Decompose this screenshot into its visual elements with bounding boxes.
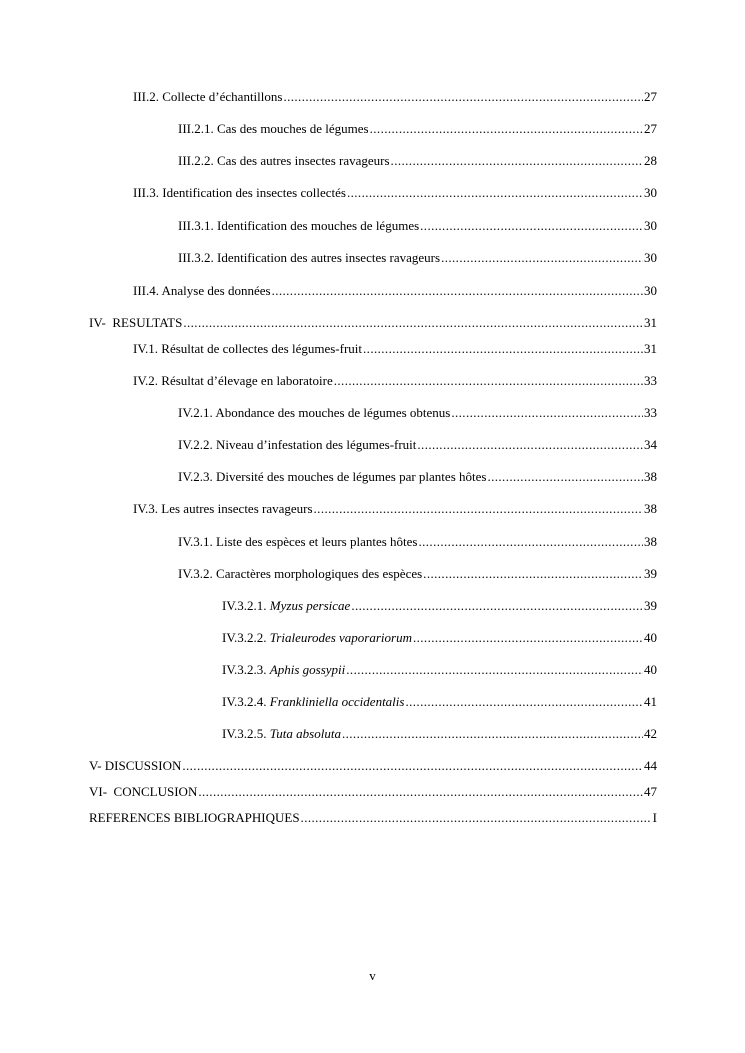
toc-entry-title [222, 662, 345, 678]
toc-leader-dots [334, 373, 643, 389]
toc-entry-title [222, 726, 341, 742]
toc-entry-title: IV.1. Résultat de collectes des légumes-fruit [133, 341, 363, 356]
toc-entry-title: IV.2.2. Niveau d’infestation des légumes-fruit [178, 437, 417, 452]
toc-leader-dots [347, 185, 643, 201]
toc-page-number: 30 [644, 185, 657, 200]
toc-leader-dots [451, 405, 643, 421]
toc-leader-dots [370, 121, 643, 137]
toc-leader-dots [198, 784, 643, 800]
toc-page-number: 40 [644, 630, 657, 645]
toc-page-number: 34 [644, 437, 657, 452]
toc-leader-dots [346, 662, 643, 678]
toc-species-name: Aphis gossypii [269, 662, 346, 677]
toc-entry-title: IV.3. Les autres insectes ravageurs [133, 501, 313, 516]
toc-entry-iv-3 [133, 501, 657, 517]
toc-page-number: 30 [644, 218, 657, 233]
toc-entry-title: III.4. Analyse des données [133, 283, 271, 298]
toc-page-number: 39 [644, 598, 657, 613]
toc-entry-title: IV- RESULTATS [89, 315, 183, 330]
toc-entry-iv-2-1 [178, 405, 657, 421]
toc-leader-dots [405, 694, 643, 710]
toc-entry-title: III.3. Identification des insectes collectés [133, 185, 346, 200]
toc-page-number: 27 [644, 121, 657, 136]
toc-leader-dots [441, 250, 643, 266]
toc-entry-title: III.2.2. Cas des autres insectes ravageurs [178, 153, 390, 168]
toc-entry-title: III.3.2. Identification des autres insectes ravageurs [178, 250, 441, 265]
toc-entry-number: IV.3.2.4. [222, 694, 270, 709]
toc-page-number: 30 [644, 283, 657, 298]
toc-leader-dots [183, 315, 643, 331]
toc-species-name: Trialeurodes vaporariorum [269, 630, 412, 645]
toc-entry-iii-4 [133, 283, 657, 299]
toc-entry-title: IV.2.3. Diversité des mouches de légumes par plantes hôtes [178, 469, 487, 484]
toc-leader-dots [283, 89, 643, 105]
toc-leader-dots [423, 566, 643, 582]
toc-entry-iii-2-2 [178, 153, 657, 169]
toc-page-number: 38 [644, 469, 657, 484]
toc-entry-v [89, 758, 657, 774]
toc-entry-iv-2-3 [178, 469, 657, 485]
toc-page-number: 39 [644, 566, 657, 581]
toc-entry-number: IV.3.2.3. [222, 662, 270, 677]
toc-species-name: Myzus persicae [269, 598, 351, 613]
toc-page-number: 28 [644, 153, 657, 168]
toc-page-number: 31 [644, 341, 657, 356]
toc-entry-iii-2 [133, 89, 657, 105]
toc-leader-dots [391, 153, 643, 169]
toc-page-number: 38 [644, 534, 657, 549]
toc-species-name: Frankliniella occidentalis [269, 694, 405, 709]
toc-entry-title [222, 694, 404, 710]
toc-entry-title [222, 598, 350, 614]
toc-entry-title: III.3.1. Identification des mouches de légumes [178, 218, 420, 233]
toc-entry-title: III.2. Collecte d’échantillons [133, 89, 283, 104]
toc-entry-title: REFERENCES BIBLIOGRAPHIQUES [89, 810, 300, 825]
toc-leader-dots [182, 758, 643, 774]
toc-species-name: Tuta absoluta [269, 726, 341, 741]
toc-page-number: 40 [644, 662, 657, 677]
toc-leader-dots [351, 598, 643, 614]
toc-page-number: 27 [644, 89, 657, 104]
toc-page-number: 42 [644, 726, 657, 741]
toc-leader-dots [272, 283, 643, 299]
toc-entry-title: IV.3.2. Caractères morphologiques des espèces [178, 566, 423, 581]
toc-entry-references [89, 810, 657, 826]
toc-entry-title: V- DISCUSSION [89, 758, 182, 773]
toc-entry-title: IV.2. Résultat d’élevage en laboratoire [133, 373, 333, 388]
toc-entry-iv-1 [133, 341, 657, 357]
toc-page-number: 31 [644, 315, 657, 330]
toc-entry-iii-3-1 [178, 218, 657, 234]
toc-page-number: 47 [644, 784, 657, 799]
toc-page-number: 33 [644, 405, 657, 420]
toc-page-number: 38 [644, 501, 657, 516]
toc-leader-dots [342, 726, 643, 742]
toc-entry-title: VI- CONCLUSION [89, 784, 198, 799]
toc-leader-dots [487, 469, 643, 485]
toc-entry-iv [89, 315, 657, 331]
toc-entry-number: IV.3.2.5. [222, 726, 270, 741]
toc-entry-title: III.2.1. Cas des mouches de légumes [178, 121, 369, 136]
toc-entry-title: IV.2.1. Abondance des mouches de légumes obtenus [178, 405, 451, 420]
toc-entry-iii-3-2 [178, 250, 657, 266]
toc-leader-dots [413, 630, 643, 646]
toc-entry-iv-3-2-5 [222, 726, 657, 742]
toc-entry-title: IV.3.1. Liste des espèces et leurs plantes hôtes [178, 534, 418, 549]
toc-page-number: 30 [644, 250, 657, 265]
page-number-footer: v [369, 968, 376, 983]
toc-leader-dots [363, 341, 643, 357]
toc-entry-iv-2-2 [178, 437, 657, 453]
toc-page-number: I [652, 810, 657, 825]
toc-leader-dots [314, 501, 643, 517]
toc-leader-dots [420, 218, 643, 234]
toc-entry-iii-3 [133, 185, 657, 201]
toc-page-number: 41 [644, 694, 657, 709]
toc-entry-vi [89, 784, 657, 800]
toc-page-number: 33 [644, 373, 657, 388]
toc-entry-number: IV.3.2.1. [222, 598, 270, 613]
toc-entry-iv-2 [133, 373, 657, 389]
toc-leader-dots [417, 437, 643, 453]
toc-entry-iv-3-2-1 [222, 598, 657, 614]
toc-entry-iv-3-2 [178, 566, 657, 582]
toc-entry-iv-3-2-2 [222, 630, 657, 646]
toc-entry-iv-3-1 [178, 534, 657, 550]
toc-leader-dots [418, 534, 643, 550]
toc-page-number: 44 [644, 758, 657, 773]
toc-leader-dots [301, 810, 652, 826]
toc-entry-iii-2-1 [178, 121, 657, 137]
toc-entry-title [222, 630, 412, 646]
toc-entry-iv-3-2-4 [222, 694, 657, 710]
toc-entry-iv-3-2-3 [222, 662, 657, 678]
toc-entry-number: IV.3.2.2. [222, 630, 270, 645]
